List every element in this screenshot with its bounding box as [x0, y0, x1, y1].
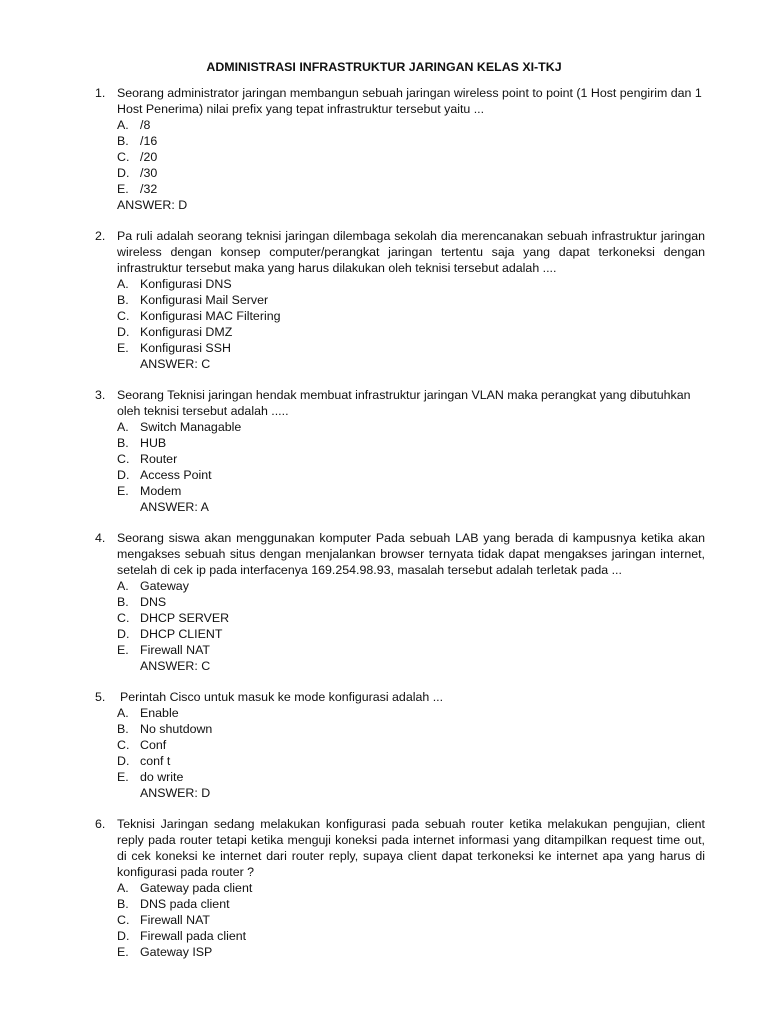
document-title: ADMINISTRASI INFRASTRUKTUR JARINGAN KELAS XI-TKJ	[206, 60, 562, 74]
question-4	[0, 530, 768, 674]
question-6	[0, 816, 768, 960]
question-2	[0, 228, 768, 372]
option-b: B. DNS pada client	[117, 897, 230, 911]
option-list	[117, 419, 768, 499]
question-number: 5.	[95, 690, 106, 704]
option-a: A. Konfigurasi DNS	[117, 277, 232, 291]
option-c: C. Konfigurasi MAC Filtering	[117, 309, 281, 323]
option-c: C. Router	[117, 452, 178, 466]
option-list	[117, 578, 768, 658]
option-d: D. Konfigurasi DMZ	[117, 325, 233, 339]
answer-key: ANSWER: D	[140, 786, 211, 800]
option-c: C. Firewall NAT	[117, 913, 210, 927]
question-1	[0, 85, 768, 213]
option-a: A. Gateway	[117, 579, 189, 593]
question-stem: Perintah Cisco untuk masuk ke mode konfigurasi adalah ...	[120, 690, 444, 704]
question-number: 3.	[95, 388, 106, 402]
option-c: C. DHCP SERVER	[117, 611, 230, 625]
option-b: B. DNS	[117, 595, 167, 609]
option-d: D. Access Point	[117, 468, 212, 482]
answer-key: ANSWER: A	[140, 500, 209, 514]
option-c: C. /20	[117, 150, 158, 164]
option-b: B. No shutdown	[117, 722, 213, 736]
answer-key: ANSWER: D	[117, 198, 188, 212]
option-e: E. Gateway ISP	[117, 945, 213, 959]
option-a: A. /8	[117, 118, 151, 132]
option-d: D. DHCP CLIENT	[117, 627, 223, 641]
question-5	[0, 689, 768, 801]
option-list	[117, 705, 768, 785]
option-list	[117, 880, 768, 960]
option-c: C. Conf	[117, 738, 167, 752]
option-a: A. Switch Managable	[117, 420, 242, 434]
question-stem: Pa ruli adalah seorang teknisi jaringan dilembaga sekolah dia merencanakan sebuah infrastruktur jaringan wireless dengan konsep computer/perangkat jaringan tertentu saja yang dapat terkoneksi dengan infrastruktur tersebut maka yang harus dilakukan oleh teknisi tersebut adalah ....	[117, 229, 705, 275]
answer-key: ANSWER: C	[140, 659, 211, 673]
question-3	[0, 387, 768, 515]
option-e: E. do write	[117, 770, 184, 784]
option-d: D. /30	[117, 166, 158, 180]
answer-key: ANSWER: C	[140, 357, 211, 371]
option-list	[117, 117, 768, 197]
question-stem: Seorang siswa akan menggunakan komputer Pada sebuah LAB yang berada di kampusnya ketika akan mengakses sebuah situs dengan menjalankan browser ternyata tidak dapat mengakses jaringan internet, setelah di cek ip pada interfacenya 169.254.98.93, masalah tersebut adalah terletak pada ...	[117, 531, 705, 577]
option-a: A. Enable	[117, 706, 179, 720]
option-a: A. Gateway pada client	[117, 881, 253, 895]
option-e: E. Modem	[117, 484, 182, 498]
option-d: D. conf t	[117, 754, 171, 768]
question-number: 6.	[95, 817, 106, 831]
option-e: E. Firewall NAT	[117, 643, 210, 657]
option-e: E. Konfigurasi SSH	[117, 341, 231, 355]
question-number: 1.	[95, 86, 106, 100]
option-b: B. HUB	[117, 436, 167, 450]
option-list	[117, 276, 768, 356]
option-b: B. /16	[117, 134, 158, 148]
question-stem: Teknisi Jaringan sedang melakukan konfigurasi pada sebuah router ketika melakukan pengujian, client reply pada router tetapi ketika menguji koneksi pada internet informasi yang ditampilkan request time out, di cek koneksi ke internet dari router reply, supaya client dapat terkoneksi ke internet apa yang harus di konfigurasi pada router ?	[117, 817, 705, 879]
option-e: E. /32	[117, 182, 158, 196]
option-d: D. Firewall pada client	[117, 929, 247, 943]
question-stem: Seorang administrator jaringan membangun sebuah jaringan wireless point to point (1 Host pengirim dan 1 Host Penerima) nilai prefix yang tepat infrastruktur tersebut yaitu ...	[117, 86, 702, 116]
option-b: B. Konfigurasi Mail Server	[117, 293, 269, 307]
question-number: 4.	[95, 531, 106, 545]
question-number: 2.	[95, 229, 106, 243]
question-stem: Seorang Teknisi jaringan hendak membuat infrastruktur jaringan VLAN maka perangkat yang dibutuhkan oleh teknisi tersebut adalah .....	[117, 388, 691, 418]
